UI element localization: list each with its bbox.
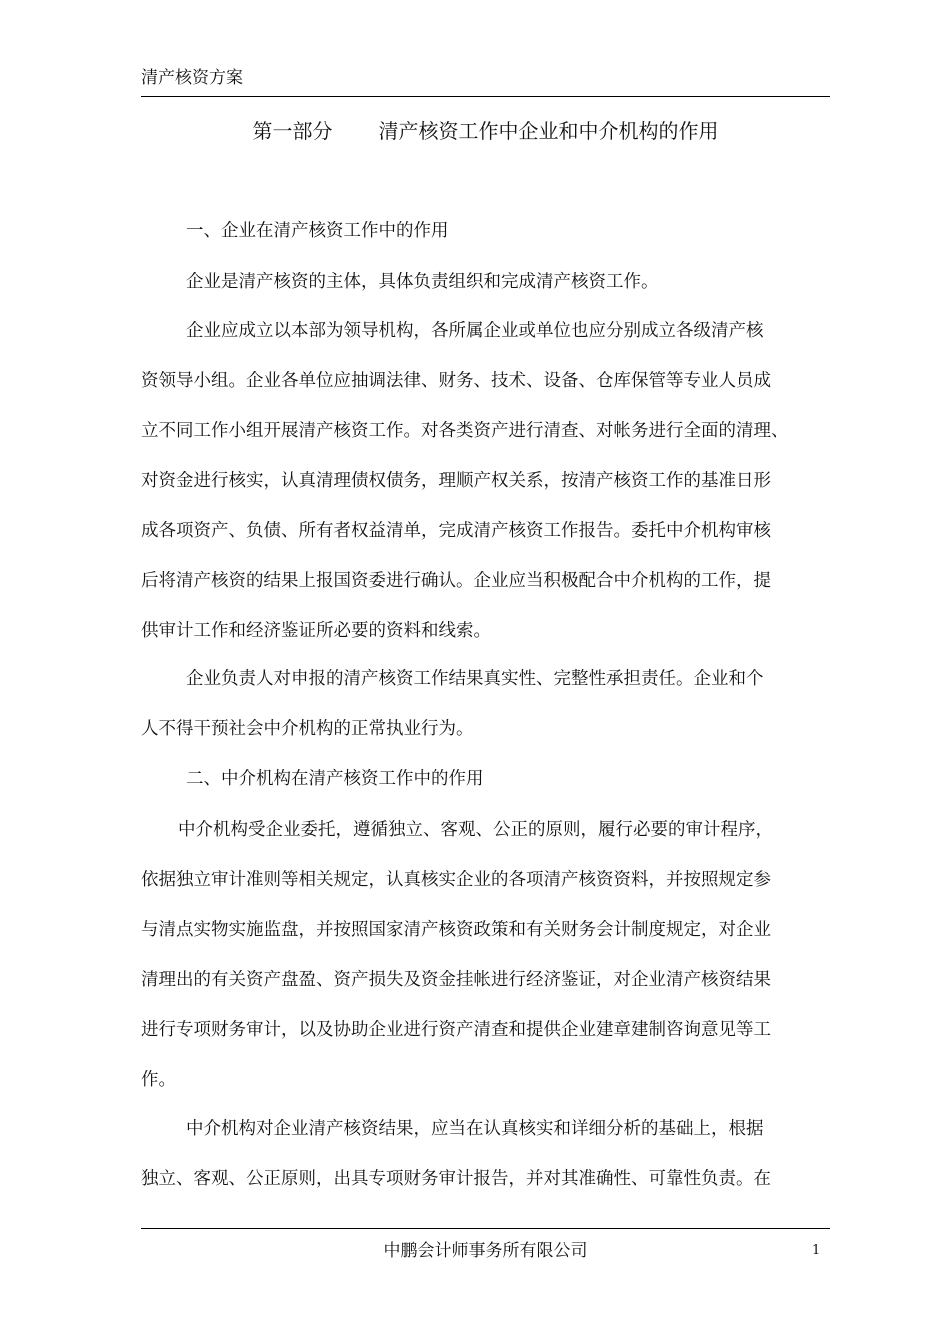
paragraph-line: 对资金进行核实，认真清理债权债务，理顺产权关系，按清产核资工作的基准日形 <box>141 471 771 491</box>
paragraph-line: 中介机构对企业清产核资结果，应当在认真核实和详细分析的基础上，根据 <box>186 1119 764 1139</box>
paragraph-line: 中介机构受企业委托，遵循独立、客观、公正的原则，履行必要的审计程序， <box>178 820 773 840</box>
paragraph-line: 后将清产核资的结果上报国资委进行确认。企业应当积极配合中介机构的工作，提 <box>141 571 771 591</box>
paragraph-line: 立不同工作小组开展清产核资工作。对各类资产进行清查、对帐务进行全面的清理、 <box>141 421 789 441</box>
paragraph-line: 进行专项财务审计，以及协助企业进行资产清查和提供企业建章建制咨询意见等工 <box>141 1020 771 1040</box>
paragraph-line: 企业应成立以本部为领导机构，各所属企业或单位也应分别成立各级清产核 <box>186 321 764 341</box>
paragraph-line: 清理出的有关资产盘盈、资产损失及资金挂帐进行经济鉴证，对企业清产核资结果 <box>141 970 771 990</box>
paragraph-line: 与清点实物实施监盘，并按照国家清产核资政策和有关财务会计制度规定，对企业 <box>141 920 771 940</box>
paragraph-line: 依据独立审计准则等相关规定，认真核实企业的各项清产核资资料，并按照规定参 <box>141 870 771 890</box>
page-header <box>141 66 830 97</box>
section-title-text: 清产核资工作中企业和中介机构的作用 <box>378 119 719 143</box>
footer-divider <box>141 1228 830 1229</box>
section-part-label: 第一部分 <box>252 119 333 143</box>
page-number: 1 <box>812 1243 821 1258</box>
paragraph-line: 供审计工作和经济鉴证所必要的资料和线索。 <box>141 621 491 641</box>
section-title <box>141 117 830 145</box>
paragraph-line: 资领导小组。企业各单位应抽调法律、财务、技术、设备、仓库保管等专业人员成 <box>141 371 771 391</box>
paragraph-line: 人不得干预社会中介机构的正常执业行为。 <box>141 719 474 739</box>
header-title: 清产核资方案 <box>141 68 243 88</box>
paragraph-line: 企业是清产核资的主体，具体负责组织和完成清产核资工作。 <box>186 272 659 292</box>
footer-company: 中鹏会计师事务所有限公司 <box>383 1241 588 1261</box>
heading-enterprise-role: 一、企业在清产核资工作中的作用 <box>186 221 449 241</box>
paragraph-line: 独立、客观、公正原则，出具专项财务审计报告，并对其准确性、可靠性负责。在 <box>141 1169 771 1189</box>
paragraph-line: 成各项资产、负债、所有者权益清单，完成清产核资工作报告。委托中介机构审核 <box>141 521 771 541</box>
paragraph-line: 企业负责人对申报的清产核资工作结果真实性、完整性承担责任。企业和个 <box>186 669 764 689</box>
paragraph-line: 作。 <box>141 1070 176 1090</box>
heading-intermediary-role: 二、中介机构在清产核资工作中的作用 <box>186 769 484 789</box>
